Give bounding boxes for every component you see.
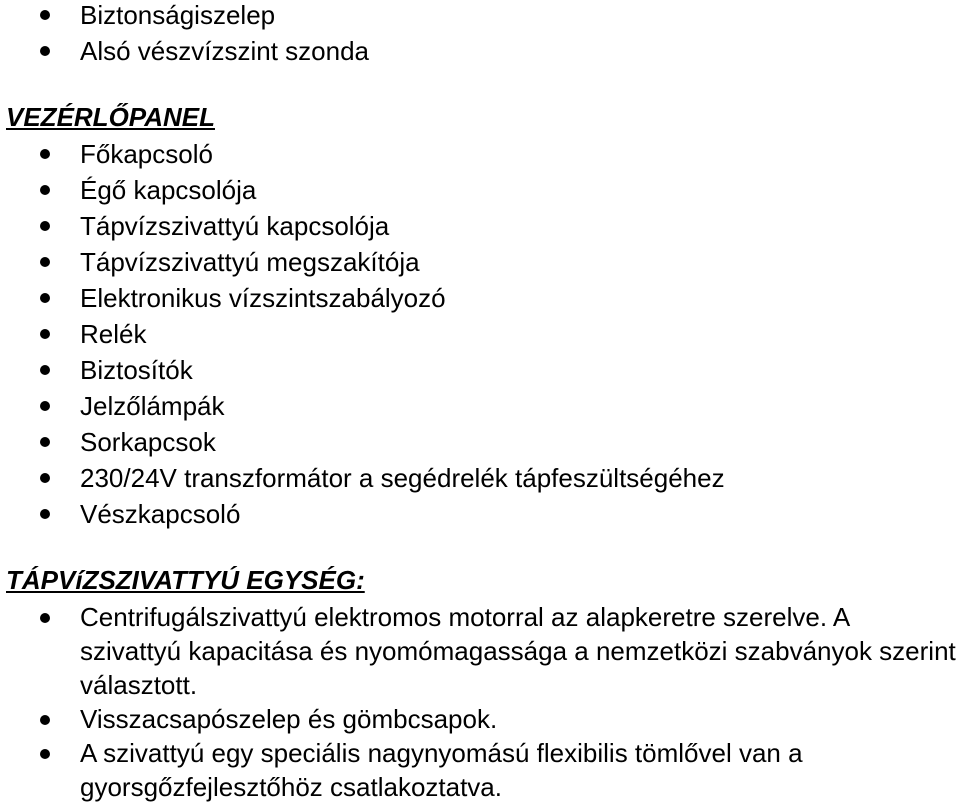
bullet-icon	[40, 46, 50, 56]
bullet-icon	[40, 509, 50, 519]
list-item-text: Tápvízszivattyú megszakítója	[80, 247, 420, 277]
list-item	[0, 702, 960, 736]
list-item	[0, 172, 960, 208]
list-item	[0, 600, 960, 702]
list-item	[0, 33, 960, 69]
list-item-text: 230/24V transzformátor a segédrelék tápfeszültségéhez	[80, 463, 725, 493]
bullet-icon	[40, 185, 50, 195]
list-item	[0, 496, 960, 532]
bullet-icon	[40, 613, 50, 623]
intro-list	[0, 0, 960, 69]
list-item	[0, 244, 960, 280]
bullet-icon	[40, 10, 50, 20]
list-item-text: Tápvízszivattyú kapcsolója	[80, 211, 390, 241]
list-item	[0, 136, 960, 172]
section-heading-tapvizszivattyu: TÁPVíZSZIVATTYÚ EGYSÉG:	[6, 565, 365, 595]
list-item-text: Centrifugálszivattyú elektromos motorral az alapkeretre szerelve. A szivattyú kapacitása és nyomómagassága a nemzetközi szabványok szerint választott.	[80, 602, 956, 700]
bullet-icon	[40, 149, 50, 159]
list-item-text: Alsó vészvízszint szonda	[80, 36, 370, 66]
bullet-icon	[40, 293, 50, 303]
list-item	[0, 316, 960, 352]
list-item	[0, 208, 960, 244]
list-item-text: Főkapcsoló	[80, 139, 213, 169]
list-item	[0, 0, 960, 33]
list-item-text: A szivattyú egy speciális nagynyomású flexibilis tömlővel van a gyorsgőzfejlesztőhöz csatlakoztatva.	[80, 738, 803, 802]
list-item-text: Visszacsapószelep és gömbcsapok.	[80, 704, 498, 734]
list-item	[0, 460, 960, 496]
list-item	[0, 352, 960, 388]
bullet-icon	[40, 437, 50, 447]
bullet-icon	[40, 749, 50, 759]
bullet-icon	[40, 329, 50, 339]
list-item	[0, 424, 960, 460]
list-item-text: Elektronikus vízszintszabályozó	[80, 283, 446, 313]
bullet-icon	[40, 365, 50, 375]
bullet-icon	[40, 715, 50, 725]
bullet-icon	[40, 257, 50, 267]
bullet-icon	[40, 221, 50, 231]
list-item	[0, 280, 960, 316]
list-item-text: Biztonságiszelep	[80, 0, 276, 30]
list-item	[0, 736, 960, 804]
vezerlopanel-list	[0, 136, 960, 532]
bullet-icon	[40, 473, 50, 483]
list-item	[0, 388, 960, 424]
list-item-text: Vészkapcsoló	[80, 499, 241, 529]
list-item-text: Relék	[80, 319, 147, 349]
list-item-text: Égő kapcsolója	[80, 175, 257, 205]
list-item-text: Biztosítók	[80, 355, 193, 385]
list-item-text: Jelzőlámpák	[80, 391, 225, 421]
list-item-text: Sorkapcsok	[80, 427, 216, 457]
bullet-icon	[40, 401, 50, 411]
tapvizszivattyu-list	[0, 600, 960, 804]
section-heading-vezerlopanel: VEZÉRLŐPANEL	[6, 102, 215, 132]
